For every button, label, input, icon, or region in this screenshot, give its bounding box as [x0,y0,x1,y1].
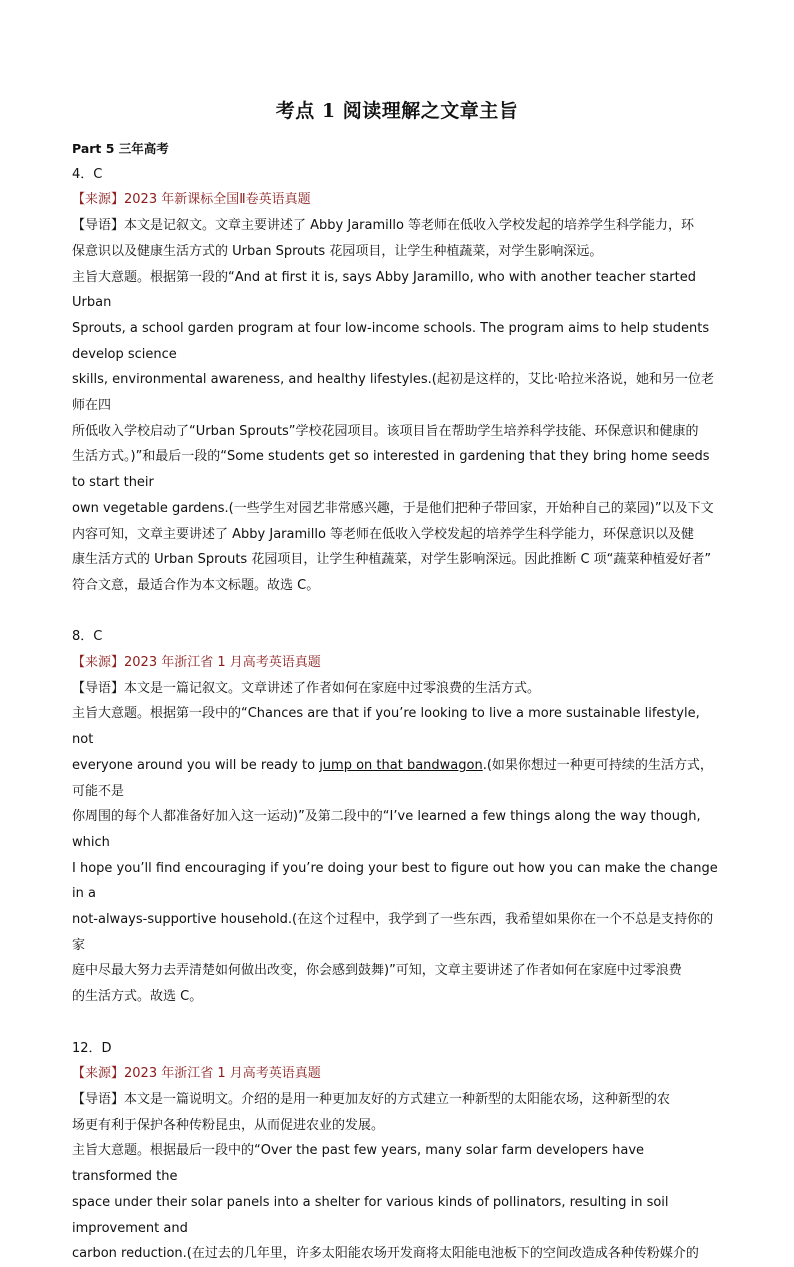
question-number: 8．C [72,629,103,645]
guide-line: 【导语】本文是一篇记叙文。文章讲述了作者如何在家庭中过零浪费的生活方式。 [72,680,541,696]
analysis-line: 庭中尽最大努力去弄清楚如何做出改变，你会感到鼓舞)”可知，文章主要讲述了作者如何在家庭中过零浪费 [72,963,682,979]
guide-line: 【导语】本文是一篇说明文。介绍的是用一种更加友好的方式建立一种新型的太阳能农场，这种新型的农 [72,1091,671,1107]
analysis-line: Sprouts, a school garden program at four low-income schools. The program aims to help students develop science [72,320,710,362]
analysis-line: 主旨大意题。根据第一段中的“Chances are that if you’re looking to live a more sustainable lifestyle, not [72,706,700,748]
question-number: 12．D [72,1040,112,1056]
analysis-text: everyone around you will be ready to [72,757,320,773]
analysis-line: 所低收入学校启动了“Urban Sprouts”学校花园项目。该项目旨在帮助学生培养科学技能、环保意识和健康的 [72,423,699,439]
guide-line: 保意识以及健康生活方式的 Urban Sprouts 花园项目，让学生种植蔬菜，对学生影响深远。 [72,243,603,259]
question-number: 4．C [72,166,103,182]
analysis-line: 主旨大意题。根据第一段的“And at first it is, says Abby Jaramillo, who with another teacher started Urban [72,269,696,311]
analysis-line: skills, environmental awareness, and healthy lifestyles.(起初是这样的，艾比·哈拉米洛说，她和另一位老师在四 [72,372,714,414]
guide-line: 【导语】本文是记叙文。文章主要讲述了 Abby Jaramillo 等老师在低收入学校发起的培养学生科学能力，环 [72,218,695,234]
analysis-line: not-always-supportive household.(在这个过程中，我学到了一些东西，我希望如果你在一个不总是支持你的家 [72,912,714,953]
source-line: 【来源】2023 年浙江省 1 月高考英语真题 [72,1066,321,1082]
source-line: 【来源】2023 年浙江省 1 月高考英语真题 [72,655,321,671]
spacer [72,1010,724,1036]
question-block-8 [72,624,724,1010]
analysis-line: 主旨大意题。根据最后一段中的“Over the past few years, many solar farm developers have transformed the [72,1143,645,1185]
spacer [72,599,724,625]
question-block-4 [72,162,724,599]
question-block-12 [72,1036,724,1267]
analysis-line: 生活方式。)”和最后一段的“Some students get so interested in gardening that they bring home seeds to start their [72,449,710,491]
page-title: 考点 1 阅读理解之文章主旨 [275,100,519,122]
analysis-line: 的生活方式。故选 C。 [72,989,203,1005]
analysis-line: own vegetable gardens.(一些学生对园艺非常感兴趣，于是他们把种子带回家，开始种自己的菜园)”以及下文 [72,500,714,516]
source-line: 【来源】2023 年新课标全国Ⅱ卷英语真题 [72,192,311,208]
document-body [72,136,724,1267]
analysis-line: 内容可知，文章主要讲述了 Abby Jaramillo 等老师在低收入学校发起的培养学生科学能力，环保意识以及健 [72,526,695,542]
analysis-line: 你周围的每个人都准备好加入这一运动)”及第二段中的“I’ve learned a few things along the way though, which [72,809,701,850]
analysis-line: I hope you’ll find encouraging if you’re doing your best to figure out how you can make the change in a [72,860,718,902]
part-heading: Part 5 三年高考 [72,141,169,156]
analysis-line: 康生活方式的 Urban Sprouts 花园项目，让学生种植蔬菜，对学生影响深远。因此推断 C 项“蔬菜种植爱好者” [72,552,712,568]
guide-line: 场更有利于保护各种传粉昆虫，从而促进农业的发展。 [72,1117,385,1133]
underlined-phrase: jump on that bandwagon [319,757,483,773]
analysis-line: carbon reduction.(在过去的几年里，许多太阳能农场开发商将太阳能电池板下的空间改造成各种传粉媒介的 [72,1246,699,1262]
analysis-text: .(如果你想过一种更可持续的生活方式，可能不是 [72,757,713,799]
analysis-line: 符合文意，最适合作为本文标题。故选 C。 [72,577,320,593]
analysis-line-with-underline [72,753,724,804]
analysis-line: space under their solar panels into a shelter for various kinds of pollinators, resulting in soil improvement and [72,1194,669,1236]
